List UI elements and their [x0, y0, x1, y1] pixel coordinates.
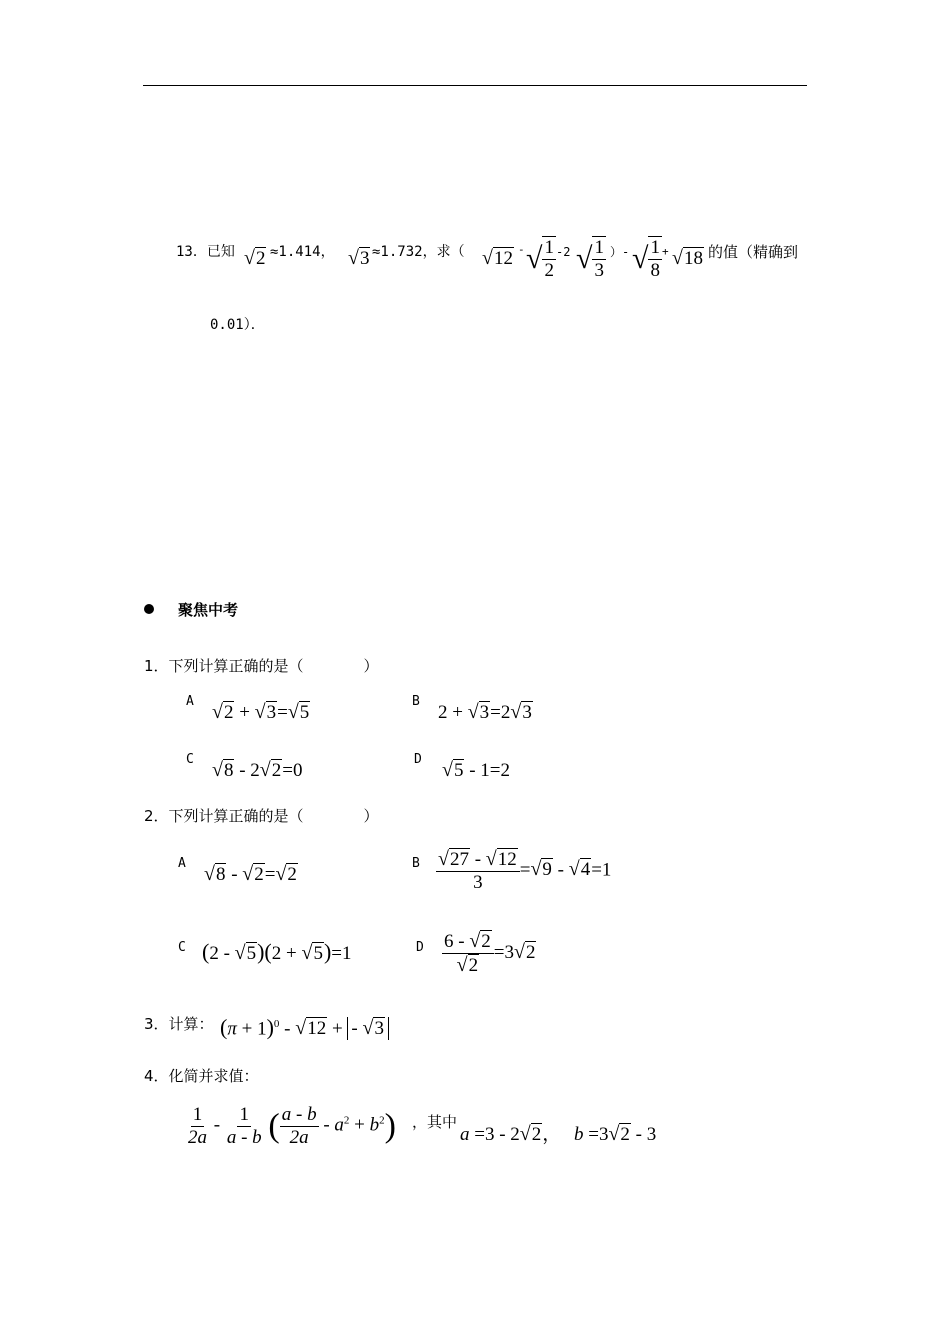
- minus-two: -2: [556, 245, 571, 259]
- sqrt-18: √18: [672, 247, 703, 269]
- q2-option-b-label: B: [412, 856, 420, 871]
- sqrt-one-half: √ $\frac{1}{2}$: [526, 237, 554, 281]
- value-a: a =3 - 2√2，: [460, 1123, 562, 1145]
- q1-option-b-label: B: [412, 694, 420, 709]
- question-2-stem: 2．下列计算正确的是（ ）: [144, 807, 379, 825]
- question-4-where: ，其中: [412, 1113, 458, 1131]
- q1-option-b: 2 + √3=2√3: [438, 701, 532, 723]
- problem-13-tail: 的值（精确到: [708, 243, 799, 261]
- sqrt-3: √3: [348, 247, 370, 269]
- q2-option-a: √8 - √2=√2: [204, 863, 297, 885]
- q2-option-b: $\frac{√27 - √12}{3}$ =√9 - √4=1: [438, 848, 612, 893]
- q1-option-a-label: A: [186, 694, 194, 709]
- approx-value-1: ≈1.414，: [270, 244, 335, 260]
- sqrt-2: √2: [244, 247, 266, 269]
- close-paren-minus: ）-: [610, 245, 630, 259]
- approx-value-2: ≈1.732，求（: [372, 244, 465, 260]
- q1-option-d-label: D: [414, 752, 422, 767]
- question-1-stem: 1．下列计算正确的是（ ）: [144, 657, 379, 675]
- q2-option-c-label: C: [178, 940, 186, 955]
- q2-option-d: $\frac{6 - √2}{√2}$ =3√2: [444, 930, 536, 976]
- question-4-stem: 4．化简并求值：: [144, 1067, 259, 1085]
- q2-option-c: (2 - √5)(2 + √5)=1: [202, 939, 352, 964]
- problem-13-line2: 0.01）．: [210, 317, 265, 333]
- sqrt-one-third: √ $\frac{1}{3}$: [576, 237, 604, 281]
- minus-sign: -: [518, 243, 525, 256]
- q1-option-d: √5 - 1=2: [442, 759, 510, 781]
- q2-option-d-label: D: [416, 940, 424, 955]
- sqrt-one-eighth: √ $\frac{1}{8}$: [632, 237, 660, 281]
- q1-option-a: √2 + √3=√5: [212, 701, 310, 723]
- problem-13-number: 13．已知: [176, 244, 235, 260]
- value-b: b =3√2 - 3: [574, 1123, 657, 1145]
- sqrt-12: √12: [482, 247, 513, 269]
- plus-sign: +: [662, 245, 669, 258]
- q2-option-a-label: A: [178, 856, 186, 871]
- header-rule: [143, 85, 807, 86]
- question-3-expression: $(\pi + 1)^0 - √12$ + - √3: [220, 1012, 389, 1041]
- q1-option-c-label: C: [186, 752, 194, 767]
- question-3-stem: 3．计算：: [144, 1015, 214, 1033]
- q1-option-c: √8 - 2√2=0: [212, 759, 303, 781]
- question-4-expression: $\frac{1}{2a}$ - $\frac{1}{a - b}$ ( $\frac{a - b}{2a}$ - $a^2 + b^2$): [188, 1104, 396, 1148]
- section-title: 聚焦中考: [178, 601, 239, 619]
- section-bullet: [144, 604, 154, 614]
